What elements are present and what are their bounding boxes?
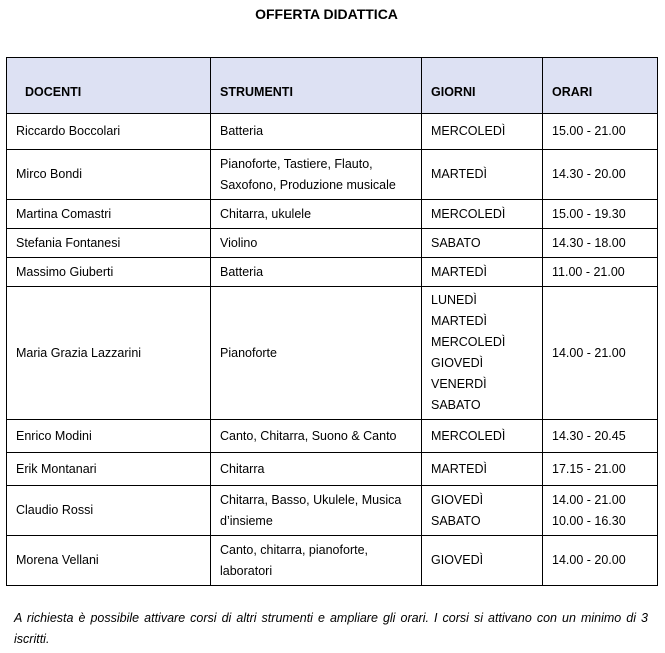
cell-docente: Morena Vellani	[7, 536, 211, 586]
cell-orari-line: 11.00 - 21.00	[552, 264, 625, 279]
cell-strumenti-line: Chitarra	[220, 461, 265, 476]
cell-giorni-line: GIOVEDÌ	[431, 356, 484, 370]
cell-strumenti-line: d’insieme	[220, 513, 273, 528]
cell-orari	[543, 150, 658, 200]
cell-giorni-line: MARTEDÌ	[431, 264, 488, 279]
cell-orari-line: 14.30 - 20.45	[552, 428, 626, 443]
header-strumenti: STRUMENTI	[211, 58, 422, 114]
table-row	[7, 229, 658, 258]
cell-strumenti	[211, 486, 422, 536]
cell-orari	[543, 453, 658, 486]
cell-strumenti-line: Pianoforte, Tastiere, Flauto,	[220, 156, 373, 171]
cell-docente: Claudio Rossi	[7, 486, 211, 536]
cell-strumenti-line: Canto, chitarra, pianoforte,	[220, 542, 368, 557]
table-row	[7, 287, 658, 420]
header-orari: ORARI	[543, 58, 658, 114]
cell-giorni-line: SABATO	[431, 513, 481, 528]
cell-giorni	[422, 229, 543, 258]
footnote: A richiesta è possibile attivare corsi di altri strumenti e ampliare gli orari. I corsi si attivano con un minimo di 3 iscritti.	[14, 611, 648, 646]
cell-strumenti	[211, 536, 422, 586]
cell-giorni-line: MARTEDÌ	[431, 167, 488, 181]
cell-giorni-line: MERCOLEDÌ	[431, 428, 506, 443]
cell-orari	[543, 114, 658, 150]
cell-strumenti	[211, 229, 422, 258]
cell-strumenti-line: Batteria	[220, 124, 264, 138]
cell-strumenti-line: Chitarra, Basso, Ukulele, Musica	[220, 492, 402, 507]
cell-docente: Martina Comastri	[7, 200, 211, 229]
cell-docente: Maria Grazia Lazzarini	[7, 287, 211, 420]
table-row	[7, 200, 658, 229]
table-row	[7, 150, 658, 200]
cell-docente: Enrico Modini	[7, 420, 211, 453]
cell-strumenti	[211, 150, 422, 200]
cell-orari	[543, 536, 658, 586]
cell-giorni-line: GIOVEDÌ	[431, 553, 484, 567]
cell-giorni	[422, 150, 543, 200]
table-header-row	[7, 58, 658, 114]
cell-giorni-line: GIOVEDÌ	[431, 492, 484, 507]
cell-strumenti-line: Batteria	[220, 264, 264, 279]
cell-strumenti	[211, 114, 422, 150]
table-row	[7, 420, 658, 453]
cell-strumenti-line: Pianoforte	[220, 345, 277, 360]
cell-giorni-line: SABATO	[431, 398, 481, 412]
cell-giorni-line: VENERDÌ	[431, 377, 487, 391]
cell-orari-line: 15.00 - 21.00	[552, 124, 626, 138]
cell-orari	[543, 229, 658, 258]
cell-giorni	[422, 420, 543, 453]
cell-orari-line: 14.30 - 20.00	[552, 167, 626, 181]
cell-orari-line: 14.00 - 20.00	[552, 553, 626, 567]
cell-orari	[543, 287, 658, 420]
cell-giorni	[422, 453, 543, 486]
course-table	[6, 57, 658, 586]
page-title: OFFERTA DIDATTICA	[255, 6, 398, 22]
cell-giorni	[422, 287, 543, 420]
cell-strumenti	[211, 453, 422, 486]
cell-orari	[543, 420, 658, 453]
cell-orari-line: 14.00 - 21.00	[552, 492, 626, 507]
cell-docente: Erik Montanari	[7, 453, 211, 486]
cell-orari	[543, 258, 658, 287]
cell-giorni-line: MERCOLEDÌ	[431, 335, 506, 349]
table-body	[7, 114, 658, 586]
cell-strumenti-line: laboratori	[220, 563, 273, 578]
cell-strumenti	[211, 287, 422, 420]
table-row	[7, 536, 658, 586]
cell-docente: Stefania Fontanesi	[7, 229, 211, 258]
cell-giorni-line: LUNEDÌ	[431, 293, 477, 307]
cell-strumenti	[211, 420, 422, 453]
cell-docente: Mirco Bondi	[7, 150, 211, 200]
cell-orari	[543, 200, 658, 229]
table-row	[7, 114, 658, 150]
cell-giorni	[422, 536, 543, 586]
cell-giorni	[422, 258, 543, 287]
cell-strumenti	[211, 258, 422, 287]
cell-docente: Massimo Giuberti	[7, 258, 211, 287]
cell-orari-line: 14.00 - 21.00	[552, 345, 626, 360]
cell-orari-line: 10.00 - 16.30	[552, 513, 626, 528]
cell-giorni-line: SABATO	[431, 235, 481, 250]
cell-orari-line: 17.15 - 21.00	[552, 461, 626, 476]
table-row	[7, 486, 658, 536]
cell-strumenti-line: Canto, Chitarra, Suono & Canto	[220, 428, 397, 443]
cell-docente: Riccardo Boccolari	[7, 114, 211, 150]
cell-strumenti-line: Saxofono, Produzione musicale	[220, 177, 396, 192]
table-row	[7, 258, 658, 287]
cell-strumenti-line: Chitarra, ukulele	[220, 206, 312, 221]
cell-orari-line: 15.00 - 19.30	[552, 206, 626, 221]
cell-giorni-line: MERCOLEDÌ	[431, 206, 506, 221]
cell-orari-line: 14.30 - 18.00	[552, 235, 626, 250]
cell-giorni	[422, 486, 543, 536]
cell-giorni-line: MARTEDÌ	[431, 314, 488, 328]
table-row	[7, 453, 658, 486]
cell-strumenti-line: Violino	[220, 235, 258, 250]
cell-strumenti	[211, 200, 422, 229]
header-giorni: GIORNI	[422, 58, 543, 114]
cell-giorni	[422, 114, 543, 150]
cell-orari	[543, 486, 658, 536]
cell-giorni	[422, 200, 543, 229]
cell-giorni-line: MARTEDÌ	[431, 461, 488, 476]
cell-giorni-line: MERCOLEDÌ	[431, 124, 506, 138]
header-docenti: DOCENTI	[7, 58, 211, 114]
